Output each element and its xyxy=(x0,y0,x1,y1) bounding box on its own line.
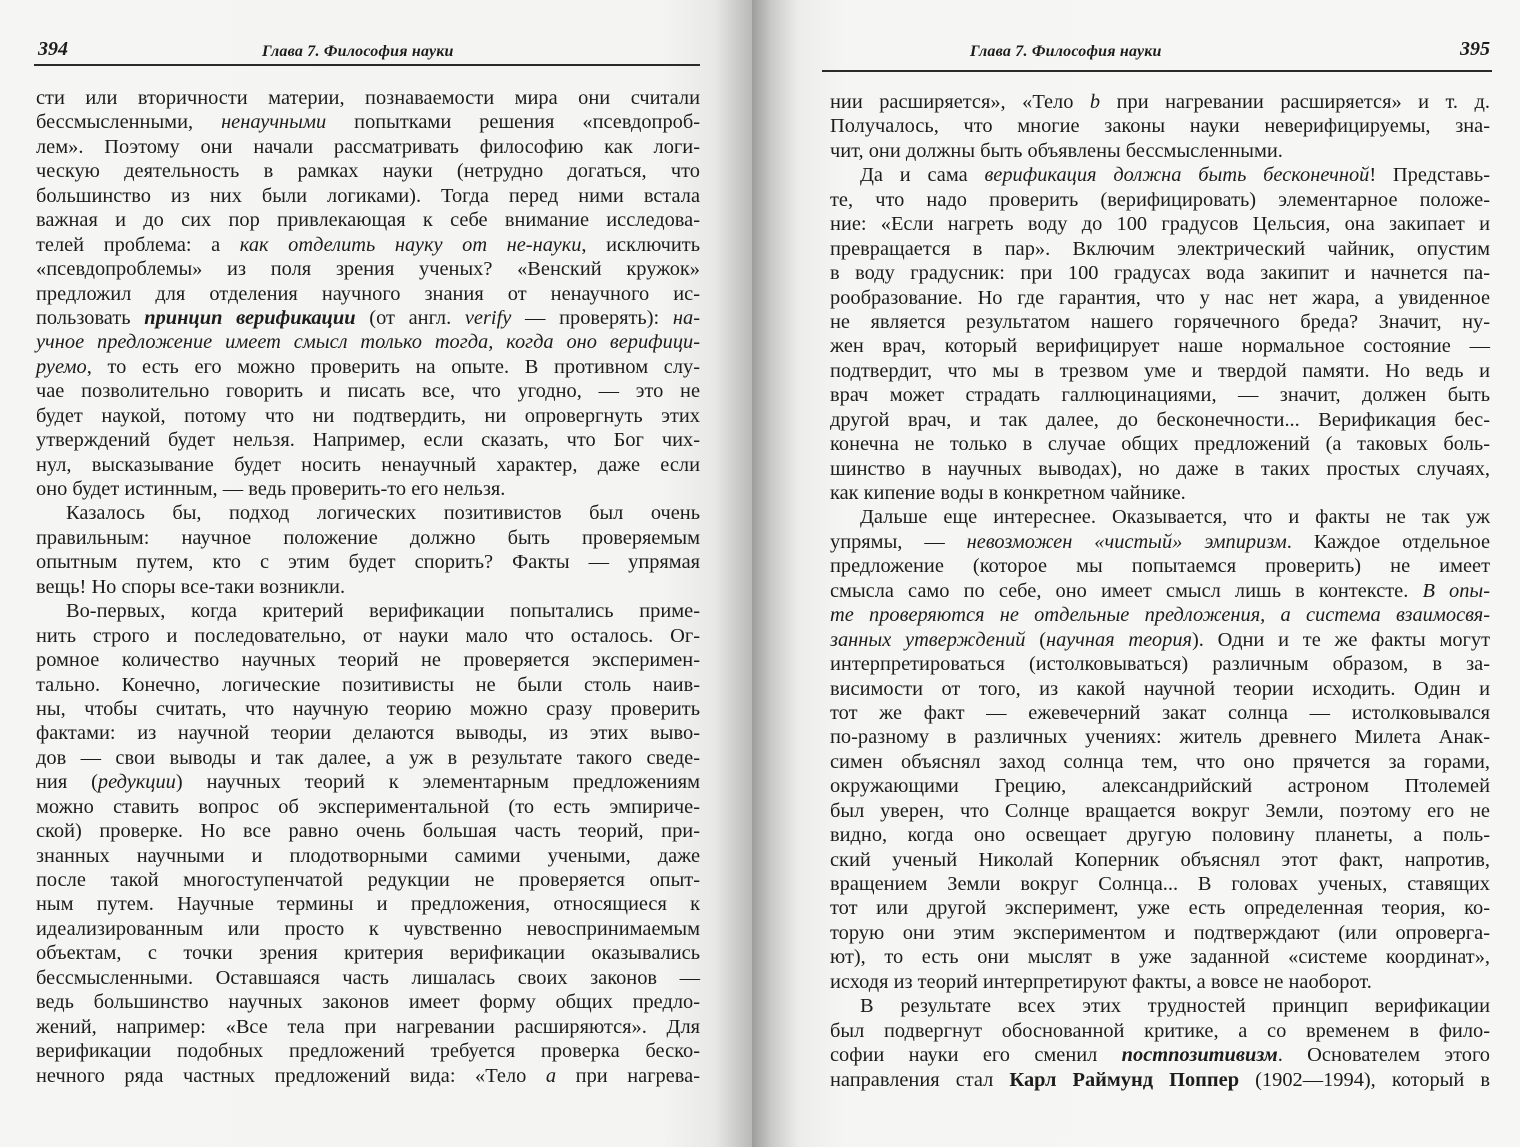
text-line xyxy=(36,330,700,354)
text-run: пользовать xyxy=(36,306,145,329)
text-run: был уверен, что Солнце вращается вокруг Земли, поэтому его не xyxy=(830,799,1490,822)
right-page-text xyxy=(830,90,1490,1092)
text-run: бессмысленными. Оставшаяся часть лишалась своих законов — xyxy=(36,966,700,989)
text-line xyxy=(830,310,1490,334)
text-run: чит, они должны быть объявлены бессмысленными. xyxy=(830,139,1283,162)
text-run: правильным: научное положение должно быть проверяемым xyxy=(36,526,700,549)
text-run: оно будет истинным, — ведь проверить-то его нельзя. xyxy=(36,478,506,500)
text-run: жен врач, который верифицирует наше нормальное состояние — xyxy=(830,335,1490,358)
italic-run: научная теория xyxy=(1046,628,1193,651)
text-line xyxy=(36,966,700,990)
text-run: нии расширяется», «Тело xyxy=(830,91,1090,113)
text-line xyxy=(36,917,700,941)
text-run: исходя из теорий интерпретируют факты, а вовсе не наоборот. xyxy=(830,970,1372,993)
text-line xyxy=(36,86,700,110)
text-line xyxy=(830,945,1490,969)
text-run: объектам, с точки зрения критерия верификации оказывались xyxy=(36,942,700,965)
text-run: телей проблема: а xyxy=(36,233,240,256)
text-run: после такой многоступенчатой редукции не проверяется опыт- xyxy=(36,869,700,891)
text-run: окружающими Грецию, александрийский астроном Птолемей xyxy=(830,775,1490,798)
text-run: по-разному в различных учениях: житель древнего Милета Анак- xyxy=(830,726,1490,749)
text-line xyxy=(36,941,700,965)
text-line xyxy=(36,379,700,403)
text-line xyxy=(830,799,1490,823)
text-run: сти или вторичности материи, познаваемости мира они считали xyxy=(36,87,700,109)
text-run: интерпретироваться (истолковываться) различным образом, в за- xyxy=(830,653,1490,676)
text-line xyxy=(830,896,1490,920)
text-line xyxy=(830,1043,1490,1067)
page-number: 395 xyxy=(1460,38,1490,60)
text-run: видно, когда оно освещает другую половину планеты, а поль- xyxy=(830,824,1490,847)
text-run: тот же факт — ежевечерний закат солнца — истолковывался xyxy=(830,701,1490,724)
text-run: как кипение воды в конкретном чайнике. xyxy=(830,482,1186,504)
text-line xyxy=(36,575,700,599)
text-run: превращается в пар». Включим электрический чайник, опустим xyxy=(830,237,1490,260)
text-run: был подвергнут обоснованной критике, а со временем в фило- xyxy=(830,1019,1490,1042)
text-line xyxy=(36,1015,700,1039)
text-run: при нагревании расширяется» и т. д. xyxy=(1100,91,1490,113)
text-run: Дальше еще интереснее. Оказывается, что и факты не так уж xyxy=(860,506,1490,529)
text-run: ). Одни и те же факты могут xyxy=(1192,628,1491,651)
text-line xyxy=(830,359,1490,383)
text-line xyxy=(830,1068,1490,1092)
text-line xyxy=(36,648,700,672)
text-line xyxy=(36,892,700,916)
text-run: нул, высказывание будет носить ненаучный характер, даже если xyxy=(36,453,700,476)
text-line xyxy=(830,554,1490,578)
italic-run: руемо xyxy=(36,355,87,378)
text-line xyxy=(830,750,1490,774)
text-run: вращением Земли вокруг Солнца... В головах ученых, ставящих xyxy=(830,873,1490,895)
text-line xyxy=(830,628,1490,652)
text-run: Да и сама xyxy=(860,164,985,187)
bold-run: постпозитивизм xyxy=(1121,1044,1278,1067)
text-line xyxy=(830,1019,1490,1043)
text-line xyxy=(36,819,700,843)
bold-run: принцип верификации xyxy=(144,306,356,329)
text-run: висимости от того, из какой научной теории исходить. Один и xyxy=(830,677,1490,700)
left-page-text xyxy=(36,86,700,1088)
text-line xyxy=(36,282,700,306)
italic-run: а xyxy=(545,1064,557,1087)
text-line xyxy=(830,383,1490,407)
text-line xyxy=(830,286,1490,310)
text-line xyxy=(36,599,700,623)
running-head: Глава 7. Философия науки xyxy=(970,43,1162,60)
text-line xyxy=(830,530,1490,554)
text-run: большинство из них были логиками). Тогда перед ними встала xyxy=(36,184,700,207)
text-run: бессмысленными, xyxy=(36,111,222,134)
right-page-header xyxy=(822,38,1490,61)
text-run: ны, чтобы считать, что научную теорию можно сразу проверить xyxy=(36,697,700,720)
text-line xyxy=(830,579,1490,603)
text-run: знанных научными и плодотворными самими учеными, даже xyxy=(36,844,700,867)
italic-run: занных утверждений xyxy=(830,628,1026,651)
text-line xyxy=(830,457,1490,481)
italic-run: те проверяются не отдельные предложения, а система взаимосвя- xyxy=(830,604,1490,627)
text-run: ческую деятельность в рамках науки (нетрудно догаться, что xyxy=(36,160,700,183)
text-run: тально. Конечно, логические позитивисты не были столь наив- xyxy=(36,673,700,696)
text-line xyxy=(830,408,1490,432)
text-line xyxy=(36,721,700,745)
text-run: направления стал xyxy=(830,1068,1010,1091)
text-run: тот или другой эксперимент, уже есть определенная теория, ко- xyxy=(830,897,1490,920)
text-line xyxy=(36,477,700,501)
text-line xyxy=(830,994,1490,1018)
text-run: торую они этим экспериментом и подтверждают (или опроверга- xyxy=(830,921,1490,944)
text-line xyxy=(830,90,1490,114)
text-line xyxy=(830,163,1490,187)
text-run: верификации подобных предложений требуется проверка беско- xyxy=(36,1040,700,1063)
text-run: ( xyxy=(1025,628,1047,651)
text-run: ) научных теорий к элементарным предложениям xyxy=(175,771,700,794)
page-number: 394 xyxy=(38,38,68,60)
italic-run: как отделить науку от не-науки xyxy=(239,233,582,256)
text-run: идеализированным или просто к чувственно невоспринимаемым xyxy=(36,917,700,940)
text-line xyxy=(830,237,1490,261)
text-run: софии науки его сменил xyxy=(830,1044,1122,1067)
text-line xyxy=(36,135,700,159)
text-run: будет наукой, потому что ни подтвердить, ни опровергнуть этих xyxy=(36,404,700,427)
text-line xyxy=(830,725,1490,749)
text-run: лем». Поэтому они начали рассматривать философию как логи- xyxy=(36,135,700,158)
text-line xyxy=(830,334,1490,358)
text-run: те, что надо проверить (верифицировать) элементарное положе- xyxy=(830,188,1490,211)
text-run: ! Представь- xyxy=(1369,164,1490,187)
text-run: ской) проверке. Но все равно очень большая часть теорий, при- xyxy=(36,820,700,843)
text-line xyxy=(36,306,700,330)
text-run: ведь большинство научных законов имеет форму общих предло- xyxy=(36,991,700,1014)
text-line xyxy=(830,261,1490,285)
text-line xyxy=(830,481,1490,505)
text-line xyxy=(36,1064,700,1088)
text-line xyxy=(830,677,1490,701)
text-run: . Каждое отдельное xyxy=(1286,530,1490,553)
text-line xyxy=(36,526,700,550)
text-run: — проверять): xyxy=(511,306,673,329)
text-line xyxy=(830,505,1490,529)
text-run: конечна не только в случае общих предложений (а таковых боль- xyxy=(830,433,1490,456)
text-line xyxy=(36,990,700,1014)
text-line xyxy=(36,257,700,281)
text-run: при нагрева- xyxy=(556,1064,700,1087)
text-line xyxy=(36,770,700,794)
text-line xyxy=(36,428,700,452)
text-run: ют), то есть они мыслят в уже заданной «системе координат», xyxy=(830,946,1490,969)
text-line xyxy=(36,208,700,232)
text-run: Казалось бы, подход логических позитивистов был очень xyxy=(66,502,700,525)
text-run: Во-первых, когда критерий верификации попытались приме- xyxy=(66,600,700,623)
text-run: подтвердит, что мы в трезвом уме и твердой памяти. Но ведь и xyxy=(830,359,1490,382)
italic-run: редукции xyxy=(97,771,176,794)
text-run: шинство в научных выводах), но даже в таких простых случаях, xyxy=(830,457,1490,480)
italic-run: В опы- xyxy=(1422,579,1490,602)
text-run: ние: «Если нагреть воду до 100 градусов Цельсия, она закипает и xyxy=(830,213,1490,236)
text-run: утверждений будет нельзя. Например, если сказать, что Бог чих- xyxy=(36,429,700,452)
text-line xyxy=(36,110,700,134)
left-page xyxy=(0,0,752,1147)
text-run: предложил для отделения научного знания от ненаучного ис- xyxy=(36,282,700,305)
text-line xyxy=(36,550,700,574)
text-line xyxy=(830,701,1490,725)
text-line xyxy=(830,848,1490,872)
text-line xyxy=(36,795,700,819)
text-line xyxy=(830,823,1490,847)
text-line xyxy=(36,844,700,868)
bold-run: Карл Раймунд Поппер xyxy=(1009,1068,1240,1091)
text-run: ский ученый Николай Коперник объяснял этот факт, напротив, xyxy=(830,848,1490,871)
text-line xyxy=(36,233,700,257)
text-run: ным путем. Научные термины и предложения, относящиеся к xyxy=(36,893,700,916)
text-run: чае позволительно говорить и писать все, что угодно, — это не xyxy=(36,380,700,403)
text-run: В результате всех этих трудностей принцип верификации xyxy=(860,995,1490,1018)
text-line xyxy=(830,188,1490,212)
left-page-header xyxy=(38,38,700,61)
italic-run: верификация должна быть бесконечной xyxy=(984,164,1370,187)
text-run: другой врач, и так далее, до бесконечности... Верификация бес- xyxy=(830,408,1490,431)
text-run: дов — свои выводы и так далее, а уж в результате такого сведе- xyxy=(36,746,700,769)
text-run: в воду градусник: при 100 градусах вода закипит и начнется па- xyxy=(830,262,1490,285)
right-page xyxy=(752,0,1520,1147)
text-run: ромное количество научных теорий не проверяется эксперимен- xyxy=(36,649,700,672)
text-run: «псевдопроблемы» из поля зрения ученых? «Венский кружок» xyxy=(36,258,700,281)
text-line xyxy=(830,774,1490,798)
text-line xyxy=(36,697,700,721)
header-rule xyxy=(822,70,1492,72)
text-run: важная и до сих пор привлекающая к себе внимание исследова- xyxy=(36,209,700,232)
text-line xyxy=(36,453,700,477)
italic-run: verify xyxy=(464,306,512,329)
text-run: , то есть его можно проверить на опыте. В противном слу- xyxy=(86,355,700,378)
text-run: опытным путем, кто с этим будет спорить? Факты — упрямая xyxy=(36,551,700,574)
text-run: предложение (которое мы попытаемся проверить) не имеет xyxy=(830,555,1490,578)
text-run: (от англ. xyxy=(355,306,465,329)
text-run: нечного ряда частных предложений вида: «Тело xyxy=(36,1064,546,1087)
text-line xyxy=(36,355,700,379)
text-line xyxy=(36,673,700,697)
text-run: попытками решения «псевдопроб- xyxy=(326,111,701,134)
text-line xyxy=(36,404,700,428)
text-line xyxy=(830,114,1490,138)
text-run: (1902—1994), который в xyxy=(1239,1068,1491,1091)
text-run: симен объяснял заход солнца тем, что оно прячется за горами, xyxy=(830,750,1490,773)
text-run: Получалось, что многие законы науки неверифицируемы, зна- xyxy=(830,115,1490,138)
text-line xyxy=(36,159,700,183)
text-run: упрямы, — xyxy=(830,530,967,553)
text-line xyxy=(36,868,700,892)
running-head: Глава 7. Философия науки xyxy=(262,43,454,60)
text-line xyxy=(830,212,1490,236)
text-run: нить строго и последовательно, от науки мало что осталось. Ог- xyxy=(36,624,700,647)
italic-run: b xyxy=(1089,91,1101,113)
text-run: рообразование. Но где гарантия, что у нас нет жара, а увиденное xyxy=(830,286,1490,309)
text-run: жений, например: «Все тела при нагревании расширяются». Для xyxy=(36,1015,700,1038)
italic-run: учное предложение имеет смысл только тогда, когда оно верифици- xyxy=(36,331,700,354)
text-line xyxy=(36,1039,700,1063)
text-line xyxy=(830,921,1490,945)
text-line xyxy=(830,139,1490,163)
text-line xyxy=(830,872,1490,896)
header-rule xyxy=(34,64,700,66)
text-line xyxy=(36,746,700,770)
text-line xyxy=(830,652,1490,676)
text-run: можно ставить вопрос об экспериментальной (то есть эмпириче- xyxy=(36,795,700,818)
italic-run: на- xyxy=(672,306,700,329)
text-run: фактами: из научной теории делаются выводы, из этих выво- xyxy=(36,722,700,745)
text-line xyxy=(36,184,700,208)
text-line xyxy=(830,432,1490,456)
text-run: смысла само по себе, оно имеет смысл лишь в контексте. xyxy=(830,579,1423,602)
text-run: врач может страдать галлюцинациями, — значит, должен быть xyxy=(830,384,1490,407)
text-run: вещь! Но споры все-таки возникли. xyxy=(36,575,346,598)
text-line xyxy=(830,970,1490,994)
text-run: , исключить xyxy=(581,233,700,256)
italic-run: невозможен «чистый» эмпиризм xyxy=(966,530,1287,553)
text-line xyxy=(830,603,1490,627)
text-run: не является результатом нашего горячечного бреда? Значит, ну- xyxy=(830,310,1490,333)
text-line xyxy=(36,501,700,525)
text-run: ния ( xyxy=(36,771,98,794)
text-run: . Основателем этого xyxy=(1277,1044,1490,1067)
italic-run: ненаучными xyxy=(221,111,327,134)
text-line xyxy=(36,624,700,648)
